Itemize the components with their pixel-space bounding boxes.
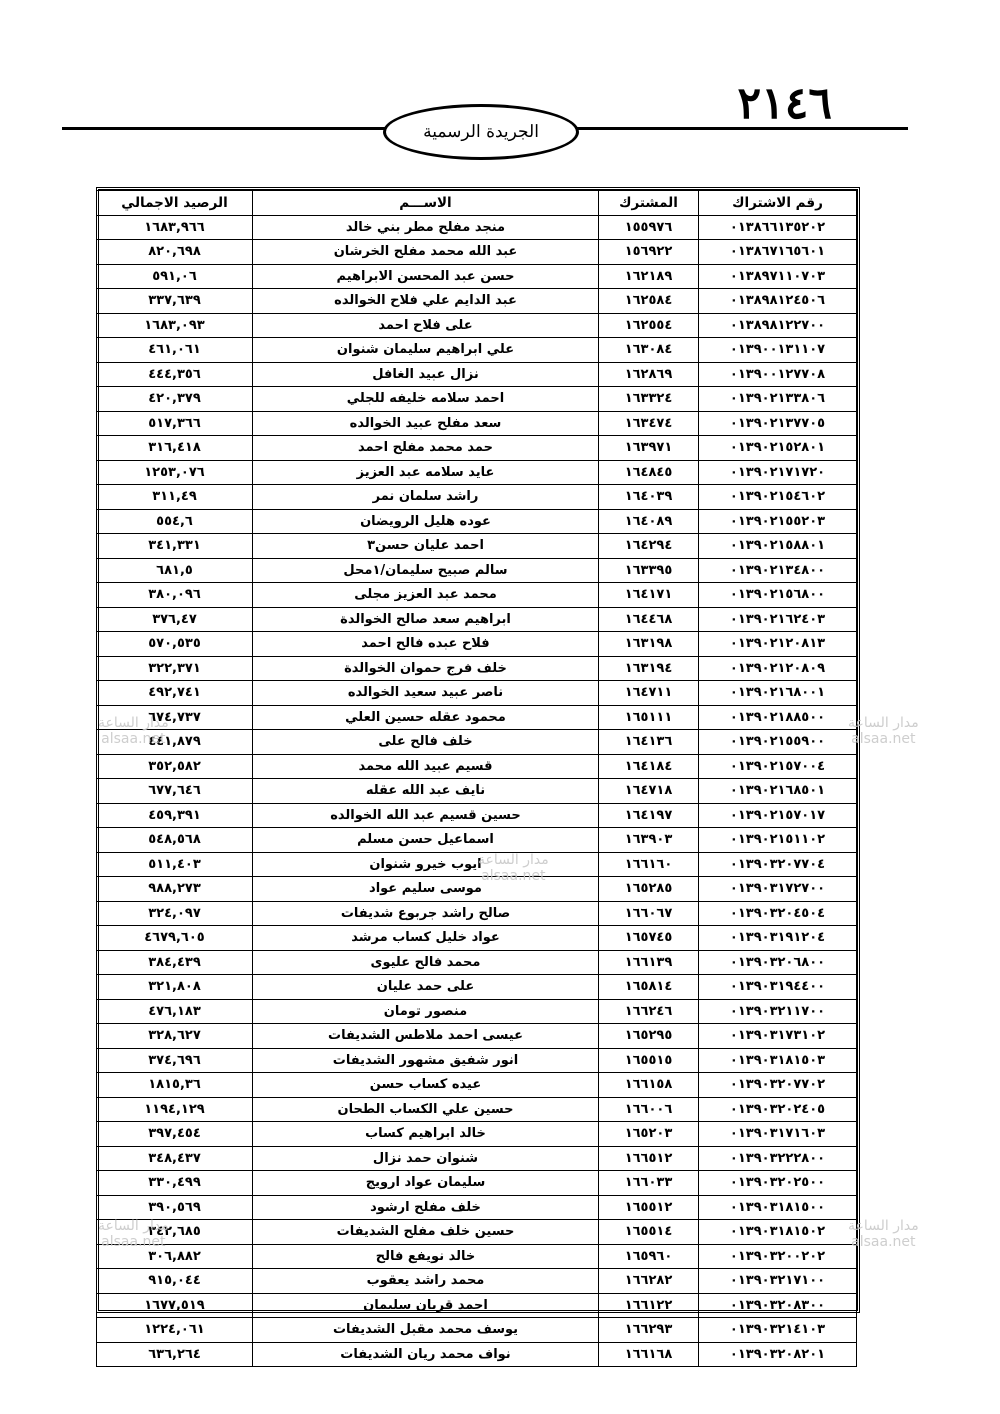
- balance-cell: ٣٢٢,٣٧١: [97, 656, 253, 681]
- table-row: [97, 901, 857, 926]
- table-row: [97, 852, 857, 877]
- balance-cell: ٥٩١,٠٦: [97, 264, 253, 289]
- subscription-number-cell: ٠١٣٩٠٣٢١٤١٠٣: [699, 1318, 857, 1343]
- subscription-number-cell: ٠١٣٩٠٣٢٠٢٥٠٠: [699, 1171, 857, 1196]
- subscription-number-cell: ٠١٣٩٠٢١٥٧٠٠٤: [699, 754, 857, 779]
- name-cell: نزال عبيد الغافل: [253, 362, 599, 387]
- name-cell: احمد عليان حسن٣: [253, 534, 599, 559]
- name-cell: محمد عبد العزيز مجلى: [253, 583, 599, 608]
- watermark: مدار الساعة alsaa.net: [848, 715, 919, 747]
- watermark: مدار الساعة alsaa.net: [848, 1218, 919, 1250]
- table-row: [97, 1244, 857, 1269]
- table-row: [97, 1048, 857, 1073]
- name-cell: ناصر عبيد سعيد الخوالده: [253, 681, 599, 706]
- subscription-number-cell: ٠١٣٩٠٣١٩٤٤٠٠: [699, 975, 857, 1000]
- table-row: [97, 828, 857, 853]
- balance-cell: ٣٤٨,٤٣٧: [97, 1146, 253, 1171]
- subscriber-number-cell: ١٦٣٩٧١: [599, 436, 699, 461]
- table-row: [97, 779, 857, 804]
- table-row: [97, 387, 857, 412]
- subscription-number-cell: ٠١٣٩٠٢١٥٨٨٠١: [699, 534, 857, 559]
- subscriber-number-cell: ١٦٢١٨٩: [599, 264, 699, 289]
- subscriber-number-cell: ١٦٣٩٠٣: [599, 828, 699, 853]
- table-row: [97, 803, 857, 828]
- name-cell: عيسى احمد ملاطس الشديفات: [253, 1024, 599, 1049]
- name-cell: سليمان عواد ارويج: [253, 1171, 599, 1196]
- subscription-number-cell: ٠١٣٩٠٢١٥١١٠٢: [699, 828, 857, 853]
- subscribers-table: [96, 187, 860, 1362]
- name-cell: عبد الدايم علي فلاح الخوالده: [253, 289, 599, 314]
- name-cell: انور شفيق مشهور الشديفات: [253, 1048, 599, 1073]
- subscriber-number-cell: ١٦٥٥١٢: [599, 1195, 699, 1220]
- subscriber-number-cell: ١٦٦٢٤٦: [599, 999, 699, 1024]
- name-cell: خالد نويفع فالح: [253, 1244, 599, 1269]
- subscriber-number-cell: ١٦٥٢٠٣: [599, 1122, 699, 1147]
- name-cell: عيده كساب حسن: [253, 1073, 599, 1098]
- col-subscriber: المشترك: [599, 191, 699, 216]
- table-row: [97, 1122, 857, 1147]
- name-cell: احمد قريان سليمان: [253, 1293, 599, 1318]
- name-cell: فلاح عبده فالح احمد: [253, 632, 599, 657]
- subscription-number-cell: ٠١٣٩٠٢١٧١٧٢٠: [699, 460, 857, 485]
- table-row: [97, 534, 857, 559]
- subscription-number-cell: ٠١٣٩٠٢١٦٨٠٠١: [699, 681, 857, 706]
- name-cell: شنوان حمد نزال: [253, 1146, 599, 1171]
- subscriber-number-cell: ١٦٤٧١١: [599, 681, 699, 706]
- subscriber-number-cell: ١٦٢٥٨٤: [599, 289, 699, 314]
- subscription-number-cell: ٠١٣٨٩٧١١٠٧٠٣: [699, 264, 857, 289]
- table-row: [97, 681, 857, 706]
- table-row: [97, 950, 857, 975]
- subscriber-number-cell: ١٦٥١١١: [599, 705, 699, 730]
- name-cell: سعد مفلح عبيد الخوالده: [253, 411, 599, 436]
- subscription-number-cell: ٠١٣٩٠٣٢٠٧٧٠٢: [699, 1073, 857, 1098]
- name-cell: خلف مفلح ارشود: [253, 1195, 599, 1220]
- subscription-number-cell: ٠١٣٨٦٧١٦٥٦٠١: [699, 240, 857, 265]
- subscriber-number-cell: ١٦٥٨١٤: [599, 975, 699, 1000]
- subscriber-number-cell: ١٦٦٥١٢: [599, 1146, 699, 1171]
- watermark: مدار الساعة alsaa.net: [98, 715, 169, 747]
- subscription-number-cell: ٠١٣٩٠٣٢٠٨٢٠١: [699, 1342, 857, 1367]
- subscription-number-cell: ٠١٣٨٩٨١٢٤٥٠٦: [699, 289, 857, 314]
- balance-cell: ٤٢٠,٣٧٩: [97, 387, 253, 412]
- subscriber-number-cell: ١٦٤١٧١: [599, 583, 699, 608]
- table-row: [97, 607, 857, 632]
- subscriber-number-cell: ١٦٥٩٦٠: [599, 1244, 699, 1269]
- subscription-number-cell: ٠١٣٩٠٢١٦٢٤٠٣: [699, 607, 857, 632]
- table-row: [97, 338, 857, 363]
- subscriber-number-cell: ١٥٦٩٢٢: [599, 240, 699, 265]
- subscriber-number-cell: ١٦٦١٦٨: [599, 1342, 699, 1367]
- name-cell: خلف فرج حموان الخوالدة: [253, 656, 599, 681]
- subscription-number-cell: ٠١٣٩٠٣١٩١٢٠٤: [699, 926, 857, 951]
- table-row: [97, 411, 857, 436]
- subscriber-number-cell: ١٦٥٧٤٥: [599, 926, 699, 951]
- subscription-number-cell: ٠١٣٨٦٦١٣٥٢٠٢: [699, 215, 857, 240]
- subscriber-number-cell: ١٦٣٣٢٤: [599, 387, 699, 412]
- subscription-number-cell: ٠١٣٩٠٣٢٢٢٨٠٠: [699, 1146, 857, 1171]
- table-row: [97, 460, 857, 485]
- subscriber-number-cell: ١٦٦٢٨٢: [599, 1269, 699, 1294]
- balance-cell: ٨٢٠,٦٩٨: [97, 240, 253, 265]
- name-cell: حسين قسيم عبد الله الخوالده: [253, 803, 599, 828]
- name-cell: راشد سلمان نمر: [253, 485, 599, 510]
- balance-cell: ٥٤٨,٥٦٨: [97, 828, 253, 853]
- balance-cell: ٣٩٠,٥٦٩: [97, 1195, 253, 1220]
- subscriber-number-cell: ١٦٤٠٣٩: [599, 485, 699, 510]
- balance-cell: ١٢٥٣,٠٧٦: [97, 460, 253, 485]
- subscription-number-cell: ٠١٣٩٠٢١٥٢٨٠١: [699, 436, 857, 461]
- subscription-number-cell: ٠١٣٩٠٢١٢٠٨١٣: [699, 632, 857, 657]
- subscriber-number-cell: ١٦٦١٥٨: [599, 1073, 699, 1098]
- table-row: [97, 999, 857, 1024]
- balance-cell: ٣١١,٤٩: [97, 485, 253, 510]
- balance-cell: ٥٧٠,٥٣٥: [97, 632, 253, 657]
- page-number: ٢١٤٦: [737, 78, 832, 129]
- subscription-number-cell: ٠١٣٩٠٣١٨١٥٠٠: [699, 1195, 857, 1220]
- balance-cell: ٤٦١,٠٦١: [97, 338, 253, 363]
- table-row: [97, 877, 857, 902]
- balance-cell: ٥٥٤,٦: [97, 509, 253, 534]
- subscription-number-cell: ٠١٣٨٩٨١٢٢٧٠٠: [699, 313, 857, 338]
- name-cell: سالم صبيح سليمان/١محل: [253, 558, 599, 583]
- name-cell: عايد سلامه عبد العزيز: [253, 460, 599, 485]
- subscriber-number-cell: ١٦٤٤٦٨: [599, 607, 699, 632]
- subscriber-number-cell: ١٥٥٩٧٦: [599, 215, 699, 240]
- subscription-number-cell: ٠١٣٩٠٢١٥٧٠١٧: [699, 803, 857, 828]
- subscriber-number-cell: ١٦٥٥١٥: [599, 1048, 699, 1073]
- watermark: مدار الساعة alsaa.net: [98, 1218, 169, 1250]
- balance-cell: ٣٤١,٣٣١: [97, 534, 253, 559]
- table-row: [97, 289, 857, 314]
- subscription-number-cell: ٠١٣٩٠٣٢١٧١٠٠: [699, 1269, 857, 1294]
- table-row: [97, 1171, 857, 1196]
- balance-cell: ٤٥٩,٣٩١: [97, 803, 253, 828]
- balance-cell: ٥١٧,٣٦٦: [97, 411, 253, 436]
- name-cell: نايف عبد الله عقله: [253, 779, 599, 804]
- table-row: [97, 1269, 857, 1294]
- table-row: [97, 926, 857, 951]
- balance-cell: ١٦٨٣,٠٩٣: [97, 313, 253, 338]
- balance-cell: ٩١٥,٠٤٤: [97, 1269, 253, 1294]
- subscription-number-cell: ٠١٣٩٠٣١٨١٥٠٢: [699, 1220, 857, 1245]
- subscriber-number-cell: ١٦٥٥١٤: [599, 1220, 699, 1245]
- col-name: الاســـم: [253, 191, 599, 216]
- balance-cell: ٣٨٤,٤٣٩: [97, 950, 253, 975]
- table-row: [97, 1342, 857, 1367]
- subscription-number-cell: ٠١٣٩٠٣٢٠٧٧٠٤: [699, 852, 857, 877]
- name-cell: عوده هليل الرويضان: [253, 509, 599, 534]
- balance-cell: ٣٥٢,٥٨٢: [97, 754, 253, 779]
- subscriber-number-cell: ١٦٦٠٠٦: [599, 1097, 699, 1122]
- subscription-number-cell: ٠١٣٩٠٢١٣٧٧٠٥: [699, 411, 857, 436]
- name-cell: يوسف محمد مقبل الشديفات: [253, 1318, 599, 1343]
- name-cell: منصور تومان: [253, 999, 599, 1024]
- subscriber-number-cell: ١٦٦٠٣٣: [599, 1171, 699, 1196]
- name-cell: حسن عبد المحسن الابراهيم: [253, 264, 599, 289]
- name-cell: حسين علي الكساب الطحان: [253, 1097, 599, 1122]
- table-row: [97, 632, 857, 657]
- subscriber-number-cell: ١٦٣١٩٤: [599, 656, 699, 681]
- subscription-number-cell: ٠١٣٩٠٢١٣٣٨٠٦: [699, 387, 857, 412]
- name-cell: منجد مفلح مطر بني خالد: [253, 215, 599, 240]
- name-cell: على حمد عليان: [253, 975, 599, 1000]
- subscription-number-cell: ٠١٣٩٠٣١٧١٦٠٣: [699, 1122, 857, 1147]
- table-row: [97, 1195, 857, 1220]
- balance-cell: ٣٩٧,٤٥٤: [97, 1122, 253, 1147]
- subscription-number-cell: ٠١٣٩٠٢١٥٤٦٠٢: [699, 485, 857, 510]
- balance-cell: ٣٧٦,٤٧: [97, 607, 253, 632]
- name-cell: خلف فالح على: [253, 730, 599, 755]
- table-row: [97, 264, 857, 289]
- subscriber-number-cell: ١٦٤١٩٧: [599, 803, 699, 828]
- subscriber-number-cell: ١٦٤٠٨٩: [599, 509, 699, 534]
- name-cell: محمد راشد يعقوب: [253, 1269, 599, 1294]
- balance-cell: ٣٠٦,٨٨٢: [97, 1244, 253, 1269]
- balance-cell: ١٨١٥,٣٦: [97, 1073, 253, 1098]
- table-row: [97, 1293, 857, 1318]
- subscriber-number-cell: ١٦٥٢٨٥: [599, 877, 699, 902]
- subscription-number-cell: ٠١٣٩٠٣٢٠٤٥٠٤: [699, 901, 857, 926]
- subscription-number-cell: ٠١٣٩٠٣٢٠٨٣٠٠: [699, 1293, 857, 1318]
- name-cell: علي ابراهيم سليمان شنوان: [253, 338, 599, 363]
- balance-cell: ١١٩٤,١٢٩: [97, 1097, 253, 1122]
- subscriber-number-cell: ١٦٤١٣٦: [599, 730, 699, 755]
- subscription-number-cell: ٠١٣٩٠٣١٨١٥٠٣: [699, 1048, 857, 1073]
- subscription-number-cell: ٠١٣٩٠٣٢٠٦٨٠٠: [699, 950, 857, 975]
- name-cell: احمد سلامه خليفه للجلي: [253, 387, 599, 412]
- name-cell: عواد خليل كساب مرشد: [253, 926, 599, 951]
- balance-cell: ٦٧٤,٧٣٧: [97, 705, 253, 730]
- subscription-number-cell: ٠١٣٩٠٣١٧٢٧٠٠: [699, 877, 857, 902]
- balance-cell: ١٢٢٤,٠٦١: [97, 1318, 253, 1343]
- balance-cell: ١٦٧٧,٥١٩: [97, 1293, 253, 1318]
- subscription-number-cell: ٠١٣٩٠٢١٣٤٨٠٠: [699, 558, 857, 583]
- subscriber-number-cell: ١٦٥٢٩٥: [599, 1024, 699, 1049]
- subscription-number-cell: ٠١٣٩٠٠١٢٧٧٠٨: [699, 362, 857, 387]
- subscriber-number-cell: ١٦٤٧١٨: [599, 779, 699, 804]
- table-row: [97, 1318, 857, 1343]
- balance-cell: ٣٧٤,٦٩٦: [97, 1048, 253, 1073]
- subscriber-number-cell: ١٦٢٥٥٤: [599, 313, 699, 338]
- balance-cell: ٣٢٤,٠٩٧: [97, 901, 253, 926]
- table-row: [97, 583, 857, 608]
- table-row: [97, 558, 857, 583]
- name-cell: حسين خلف مفلح الشديفات: [253, 1220, 599, 1245]
- col-subscription-number: رقم الاشتراك: [699, 191, 857, 216]
- table-row: [97, 240, 857, 265]
- subscription-number-cell: ٠١٣٩٠٣٢٠٢٤٠٥: [699, 1097, 857, 1122]
- name-cell: عبد الله محمد مفلح الخرشان: [253, 240, 599, 265]
- subscription-number-cell: ٠١٣٩٠٢١٢٠٨٠٩: [699, 656, 857, 681]
- subscription-number-cell: ٠١٣٩٠٣٢١١٧٠٠: [699, 999, 857, 1024]
- table-row: [97, 730, 857, 755]
- table-row: [97, 509, 857, 534]
- name-cell: نواف محمد ريان الشديفات: [253, 1342, 599, 1367]
- subscriber-number-cell: ١٦٤٨٤٥: [599, 460, 699, 485]
- table-row: [97, 754, 857, 779]
- subscription-number-cell: ٠١٣٩٠٢١٦٨٥٠١: [699, 779, 857, 804]
- table-row: [97, 656, 857, 681]
- name-cell: خالد ابراهيم كساب: [253, 1122, 599, 1147]
- subscriber-number-cell: ١٦٣٤٧٤: [599, 411, 699, 436]
- balance-cell: ٦٧٧,٦٤٦: [97, 779, 253, 804]
- subscriber-number-cell: ١٦٣٣٩٥: [599, 558, 699, 583]
- table-row: [97, 705, 857, 730]
- balance-cell: ٣١٦,٤١٨: [97, 436, 253, 461]
- table-row: [97, 1146, 857, 1171]
- subscriber-number-cell: ١٦٦١٢٢: [599, 1293, 699, 1318]
- name-cell: محمد فالح عليوى: [253, 950, 599, 975]
- balance-cell: ٣٣٠,٤٩٩: [97, 1171, 253, 1196]
- name-cell: ابراهيم سعد صالح الخوالدة: [253, 607, 599, 632]
- name-cell: موسى سليم عواد: [253, 877, 599, 902]
- table-row: [97, 313, 857, 338]
- balance-cell: ٤٩٢,٧٤١: [97, 681, 253, 706]
- gazette-title: الجريدة الرسمية: [383, 104, 579, 160]
- name-cell: حمد محمد مفلح احمد: [253, 436, 599, 461]
- subscription-number-cell: ٠١٣٩٠٢١٨٨٥٠٠: [699, 705, 857, 730]
- balance-cell: ٦٣٦,٢٦٤: [97, 1342, 253, 1367]
- subscriber-number-cell: ١٦٦٠٦٧: [599, 901, 699, 926]
- table-row: [97, 1220, 857, 1245]
- name-cell: على فلاح احمد: [253, 313, 599, 338]
- subscriber-number-cell: ١٦٦١٣٩: [599, 950, 699, 975]
- subscription-number-cell: ٠١٣٩٠٣٢٠٠٢٠٢: [699, 1244, 857, 1269]
- name-cell: اسماعيل حسن مسلم: [253, 828, 599, 853]
- balance-cell: ٣٢١,٨٠٨: [97, 975, 253, 1000]
- subscriber-number-cell: ١٦٦١٦٠: [599, 852, 699, 877]
- table-row: [97, 362, 857, 387]
- balance-cell: ٩٨٨,٢٧٣: [97, 877, 253, 902]
- table-row: [97, 1097, 857, 1122]
- table-row: [97, 975, 857, 1000]
- name-cell: صالح راشد جربوع شديفات: [253, 901, 599, 926]
- balance-cell: ٣٨٠,٠٩٦: [97, 583, 253, 608]
- subscriber-number-cell: ١٦٦٢٩٣: [599, 1318, 699, 1343]
- name-cell: قسيم عبيد الله محمد: [253, 754, 599, 779]
- table-row: [97, 215, 857, 240]
- subscriber-number-cell: ١٦٤٢٩٤: [599, 534, 699, 559]
- subscriber-number-cell: ١٦٤١٨٤: [599, 754, 699, 779]
- balance-cell: ٤٤١,٨٧٩: [97, 730, 253, 755]
- subscription-number-cell: ٠١٣٩٠٢١٥٦٨٠٠: [699, 583, 857, 608]
- name-cell: محمود عقله حسين العلي: [253, 705, 599, 730]
- balance-cell: ٤٤٤,٣٥٦: [97, 362, 253, 387]
- col-total-balance: الرصيد الاجمالي: [97, 191, 253, 216]
- table-row: [97, 485, 857, 510]
- table-row: [97, 1024, 857, 1049]
- balance-cell: ٣٣٧,٦٣٩: [97, 289, 253, 314]
- balance-cell: ٦٨١,٥: [97, 558, 253, 583]
- subscriber-number-cell: ١٦٢٨٦٩: [599, 362, 699, 387]
- name-cell: ايوب خيرو شنوان: [253, 852, 599, 877]
- subscription-number-cell: ٠١٣٩٠٢١٥٥٩٠٠: [699, 730, 857, 755]
- subscriber-number-cell: ١٦٣١٩٨: [599, 632, 699, 657]
- subscriber-number-cell: ١٦٣٠٨٤: [599, 338, 699, 363]
- balance-cell: ٤٦٧٩,٦٠٥: [97, 926, 253, 951]
- subscription-number-cell: ٠١٣٩٠٠١٣١١٠٧: [699, 338, 857, 363]
- subscription-number-cell: ٠١٣٩٠٢١٥٥٢٠٣: [699, 509, 857, 534]
- table-row: [97, 1073, 857, 1098]
- table-header-row: [97, 191, 857, 216]
- table-row: [97, 436, 857, 461]
- balance-cell: ٤٧٦,١٨٣: [97, 999, 253, 1024]
- watermark: مدار الساعة alsaa.net: [478, 852, 549, 884]
- balance-cell: ١٦٨٣,٩٦٦: [97, 215, 253, 240]
- subscription-number-cell: ٠١٣٩٠٣١٧٣١٠٢: [699, 1024, 857, 1049]
- balance-cell: ٣٢٨,٦٢٧: [97, 1024, 253, 1049]
- balance-cell: ٥١١,٤٠٣: [97, 852, 253, 877]
- balance-cell: ٣٤٢,٦٨٥: [97, 1220, 253, 1245]
